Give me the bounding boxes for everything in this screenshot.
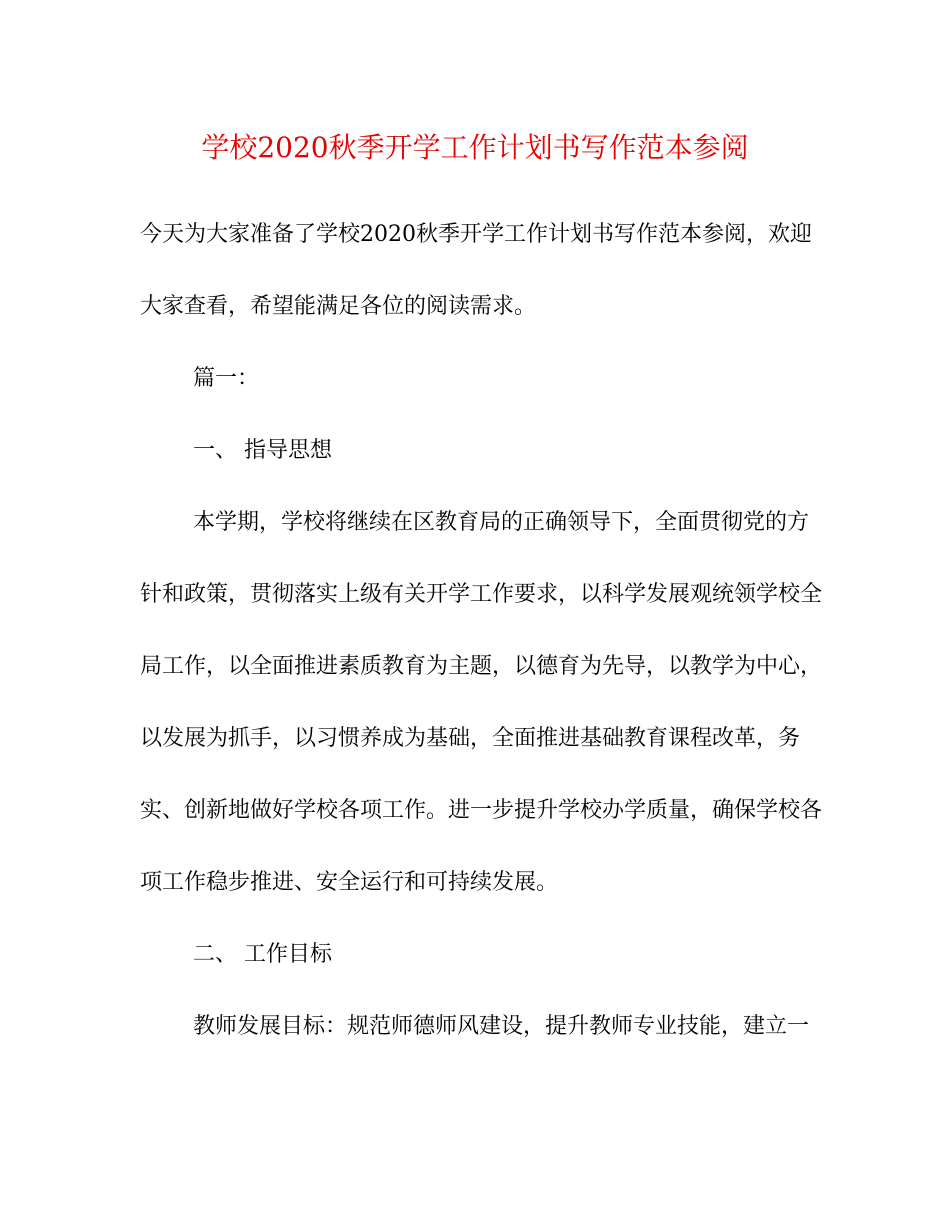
intro-line-2: 大家查看，希望能满足各位的阅读需求。: [140, 294, 537, 319]
section2-line-1: 教师发展目标：规范师德师风建设，提升教师专业技能，建立一: [193, 1014, 810, 1039]
section1-line-6: 项工作稳步推进、安全运行和可持续发展。: [140, 870, 559, 895]
section-heading-1: 一、 指导思想: [193, 438, 332, 463]
document-title: 学校2020秋季开学工作计划书写作范本参阅: [201, 131, 749, 164]
section1-line-3: 局工作，以全面推进素质教育为主题，以德育为先导，以教学为中心，: [140, 654, 823, 679]
section1-line-5: 实、创新地做好学校各项工作。进一步提升学校办学质量，确保学校各: [140, 798, 823, 823]
intro-line-1: 今天为大家准备了学校2020秋季开学工作计划书写作范本参阅，欢迎: [140, 222, 812, 247]
part-label: 篇一：: [193, 366, 260, 391]
section1-line-4: 以发展为抓手，以习惯养成为基础，全面推进基础教育课程改革，务: [140, 726, 801, 751]
section1-line-2: 针和政策，贯彻落实上级有关开学工作要求，以科学发展观统领学校全: [140, 582, 823, 607]
section-heading-2: 二、 工作目标: [193, 942, 332, 967]
section1-line-1: 本学期，学校将继续在区教育局的正确领导下，全面贯彻党的方: [193, 510, 810, 535]
